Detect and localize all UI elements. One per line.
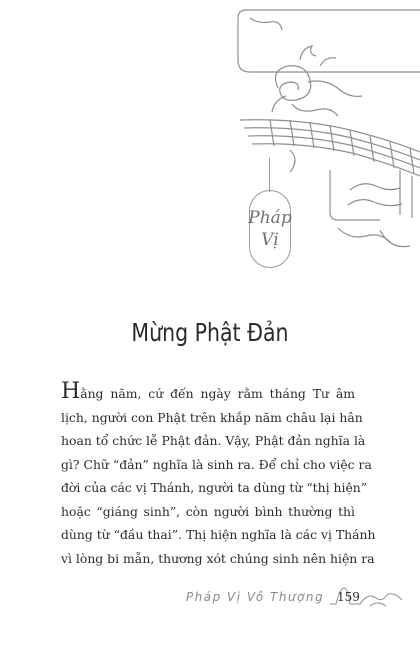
body-line-2: lịch, người con Phật trên khắp năm châu lại hân bbox=[61, 409, 363, 425]
body-line-5: đời của các vị Thánh, người ta dùng từ “thị hiện” bbox=[61, 480, 368, 495]
seal-string bbox=[269, 158, 270, 192]
seal-text bbox=[250, 191, 290, 267]
page-number: 159 bbox=[337, 590, 360, 604]
body-line-6: hoặc “giáng sinh”, còn người bình thường thì bbox=[61, 503, 355, 519]
body-line-1-text: ằng năm, cứ đến ngày rằm tháng Tư âm bbox=[80, 386, 355, 401]
seal-char-1: Pháp bbox=[248, 208, 292, 228]
drop-cap: H bbox=[61, 379, 81, 404]
seal-stamp bbox=[249, 190, 291, 268]
page-footer bbox=[0, 586, 420, 626]
seal-char-2: Vị bbox=[261, 230, 279, 250]
body-paragraph bbox=[61, 379, 376, 570]
body-line-1 bbox=[61, 379, 355, 406]
running-footer-title: Pháp Vị Vô Thượng bbox=[185, 590, 325, 604]
chapter-title: Mừng Phật Đản bbox=[131, 318, 289, 347]
body-line-4: gì? Chữ “đản” nghĩa là sinh ra. Để chỉ cho việc ra bbox=[61, 456, 372, 472]
body-line-3: hoan tổ chức lễ Phật đản. Vậy, Phật đản nghĩa là bbox=[61, 433, 366, 448]
body-line-8: vì lòng bi mẫn, thương xót chúng sinh nên hiện ra bbox=[61, 550, 375, 566]
body-line-7: dùng từ “đầu thai”. Thị hiện nghĩa là các vị Thánh bbox=[61, 527, 376, 542]
